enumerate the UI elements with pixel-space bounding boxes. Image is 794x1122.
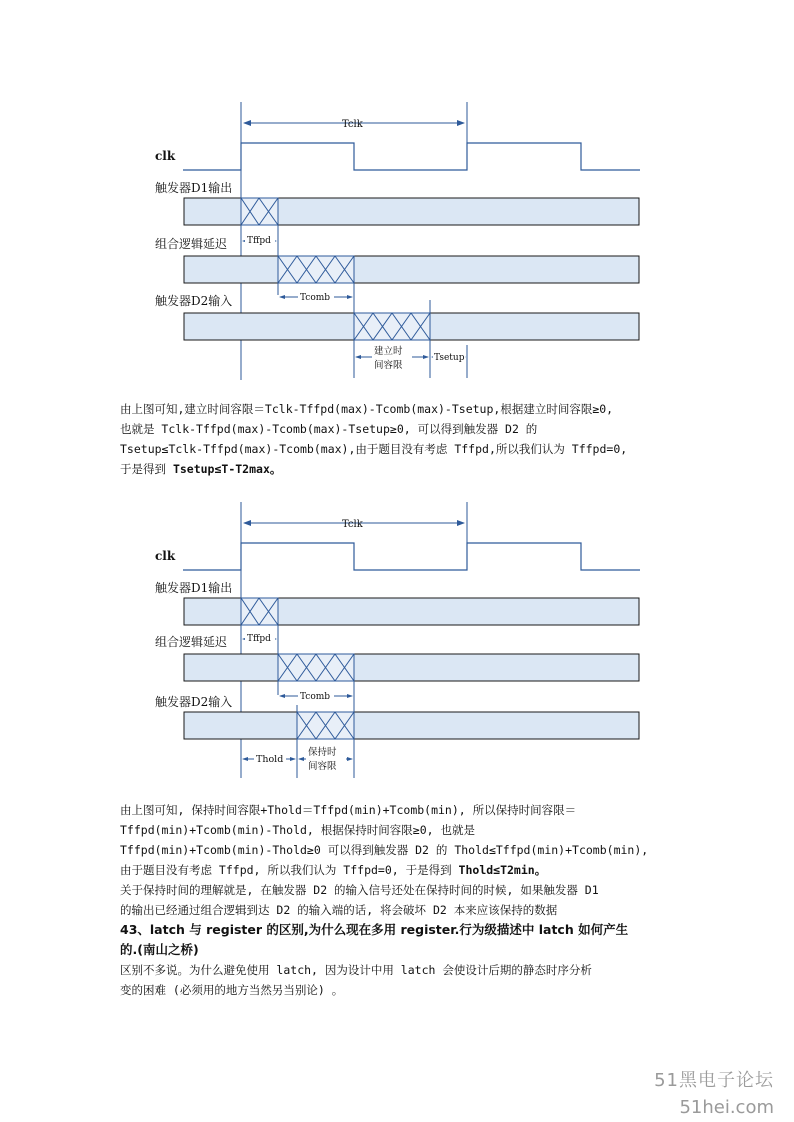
hold-conclusion: Thold≤T2min。 [458, 863, 547, 877]
d1-transition-cross [241, 598, 278, 625]
d1-transition-cross [241, 198, 278, 225]
hold-margin-arrow-head-right [347, 757, 353, 761]
question-heading-line-1: 43、latch 与 register 的区别,为什么现在多用 register.行为级描述中 latch 如何产生 [120, 922, 629, 937]
setup-margin-arrow-head-right [423, 355, 429, 359]
comb-transition-cross [278, 256, 354, 283]
watermark-site-url: 51hei.com [679, 1097, 774, 1118]
setup-text-line-2: 也就是 Tclk-Tffpd(max)-Tcomb(max)-Tsetup≥0, 可以得到触发器 D2 的 [120, 422, 538, 436]
setup-margin-label-1: 建立时 [374, 346, 403, 357]
tclk-arrow-head-right [457, 120, 465, 126]
hold-explanation [120, 800, 680, 1000]
comb-delay-bar [184, 256, 639, 283]
tsetup-label: Tsetup [434, 353, 465, 363]
hold-text-line-4 [120, 860, 680, 880]
tcomb-label: Tcomb [300, 293, 331, 303]
thold-arrow-head-left [242, 757, 248, 761]
d2-transition-cross [297, 712, 354, 739]
hold-text-line-6: 的输出已经通过组合逻辑到达 D2 的输入端的话, 将会破坏 D2 本来应该保持的数据 [120, 903, 558, 917]
tcomb-arrow-head-left [279, 694, 285, 698]
setup-margin-arrow-head-left [355, 355, 361, 359]
clk-waveform [183, 543, 640, 570]
d1-output-label: 触发器D1输出 [155, 581, 233, 595]
tffpd-label: Tffpd [247, 236, 271, 246]
answer-line-1: 区别不多说。为什么避免使用 latch, 因为设计中用 latch 会使设计后期的静态时序分析 [120, 963, 592, 977]
tclk-arrow-head-right [457, 520, 465, 526]
comb-delay-bar [184, 654, 639, 681]
tclk-arrow-head-left [243, 520, 251, 526]
thold-arrow-head-right [290, 757, 296, 761]
d1-output-label: 触发器D1输出 [155, 181, 233, 195]
setup-explanation [120, 399, 680, 479]
setup-text-line-4 [120, 459, 680, 479]
d2-input-label: 触发器D2输入 [155, 695, 233, 709]
hold-margin-arrow-head-left [298, 757, 304, 761]
hold-timing-diagram [0, 500, 794, 785]
d2-input-bar [184, 712, 639, 739]
tclk-label: Tclk [342, 519, 363, 530]
comb-transition-cross [278, 654, 354, 681]
d2-transition-cross [354, 313, 430, 340]
comb-delay-label: 组合逻辑延迟 [155, 635, 228, 649]
hold-conclusion-prefix: 由于题目没有考虑 Tffpd, 所以我们认为 Tffpd=0, 于是得到 [120, 863, 459, 877]
setup-conclusion-prefix: 于是得到 [120, 462, 173, 476]
setup-timing-diagram [0, 100, 794, 390]
tclk-arrow-head-left [243, 120, 251, 126]
clk-label: clk [155, 149, 176, 163]
d2-input-label: 触发器D2输入 [155, 294, 233, 308]
setup-margin-label-2: 间容限 [374, 360, 403, 371]
setup-conclusion: Tsetup≤T-T2max。 [172, 462, 282, 476]
hold-text-line-5: 关于保持时间的理解就是, 在触发器 D2 的输入信号还处在保持时间的时候, 如果触发器 D1 [120, 883, 599, 897]
tcomb-arrow-head-right [347, 694, 353, 698]
answer-line-2: 变的困难 (必须用的地方当然另当别论) 。 [120, 983, 344, 997]
tcomb-arrow-head-left [279, 295, 285, 299]
tclk-label: Tclk [342, 119, 363, 130]
hold-text-line-1: 由上图可知, 保持时间容限+Thold＝Tffpd(min)+Tcomb(min), 所以保持时间容限＝ [120, 803, 577, 817]
hold-margin-label-1: 保持时 [308, 747, 337, 758]
clk-waveform [183, 143, 640, 170]
question-heading-line-2: 的.(南山之桥) [120, 942, 199, 957]
hold-margin-label-2: 间容限 [308, 761, 337, 772]
hold-text-line-2: Tffpd(min)+Tcomb(min)-Thold, 根据保持时间容限≥0, 也就是 [120, 823, 475, 837]
hold-text-line-3: Tffpd(min)+Tcomb(min)-Thold≥0 可以得到触发器 D2 的 Thold≤Tffpd(min)+Tcomb(min), [120, 843, 649, 857]
watermark-forum-name: 51黑电子论坛 [654, 1070, 774, 1091]
tcomb-label: Tcomb [300, 692, 331, 702]
setup-text-line-3: Tsetup≤Tclk-Tffpd(max)-Tcomb(max),由于题目没有考虑 Tffpd,所以我们认为 Tffpd=0, [120, 442, 628, 456]
tffpd-label: Tffpd [247, 634, 271, 644]
tcomb-arrow-head-right [347, 295, 353, 299]
setup-text-line-1: 由上图可知,建立时间容限＝Tclk-Tffpd(max)-Tcomb(max)-Tsetup,根据建立时间容限≥0, [120, 402, 614, 416]
comb-delay-label: 组合逻辑延迟 [155, 237, 228, 251]
clk-label: clk [155, 549, 176, 563]
thold-label: Thold [256, 754, 284, 765]
